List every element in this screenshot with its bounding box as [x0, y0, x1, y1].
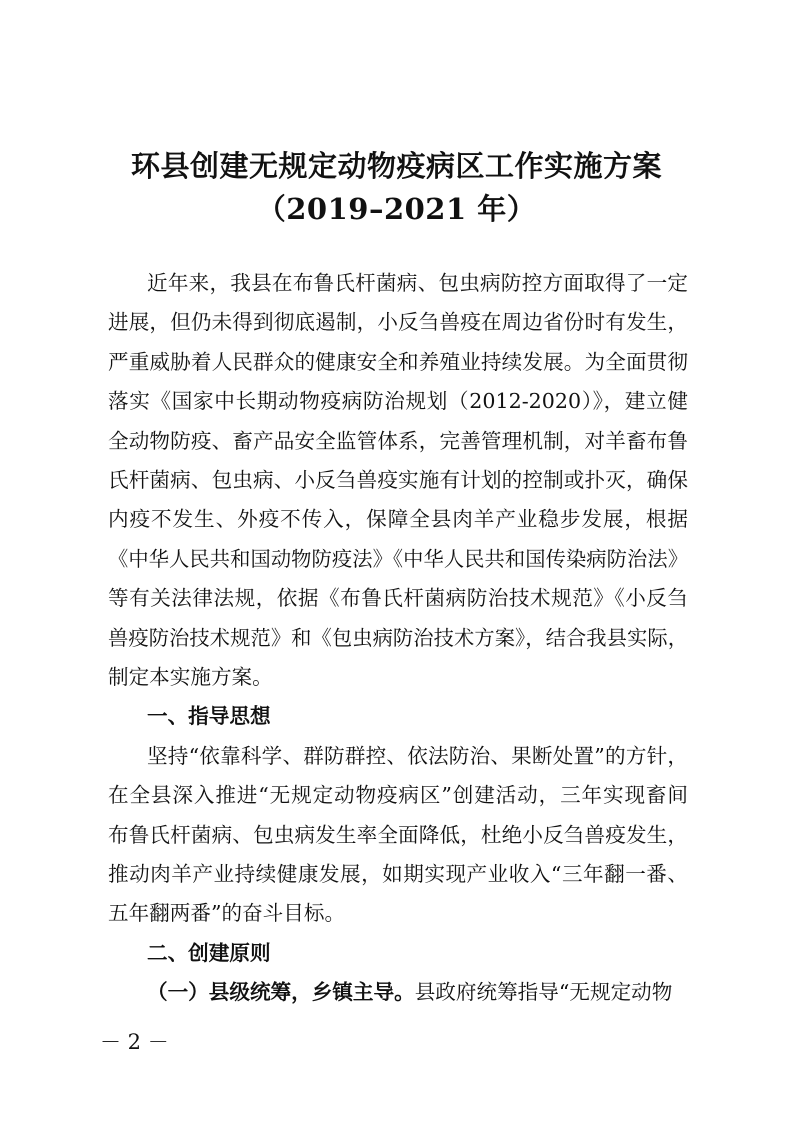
- paragraph-line: 制定本实施方案。: [108, 665, 273, 689]
- principle-line: [147, 978, 688, 1006]
- principle-1-heading: （一）县级统筹，乡镇主导。: [147, 980, 415, 1005]
- paragraph-line: 推动肉羊产业持续健康发展，如期实现产业收入“三年翻一番、: [108, 862, 688, 886]
- paragraph-line: 兽疫防治技术规范》和《包虫病防治技术方案》，结合我县实际，: [108, 625, 688, 650]
- paragraph-line: 在全县深入推进“无规定动物疫病区”创建活动，三年实现畜间: [108, 783, 688, 808]
- paragraph-line: 近年来，我县在布鲁氏杆菌病、包虫病防控方面取得了一定: [147, 271, 688, 295]
- paragraph-line: 落实《国家中长期动物疫病防治规划（2012-2020）》，建立健: [108, 389, 688, 414]
- section-heading-guiding-ideology: 一、指导思想: [147, 704, 271, 729]
- document-title: 环县创建无规定动物疫病区工作实施方案: [130, 149, 662, 183]
- paragraph-line: 《中华人民共和国动物防疫法》《中华人民共和国传染病防治法》: [108, 546, 688, 571]
- paragraph-line: 严重威胁着人民群众的健康安全和养殖业持续发展。为全面贯彻: [108, 349, 688, 374]
- page-number: － 2 －: [100, 1030, 169, 1055]
- paragraph-line: 进展，但仍未得到彻底遏制，小反刍兽疫在周边省份时有发生，: [108, 310, 688, 335]
- principle-1-text: 县政府统筹指导“无规定动物: [414, 980, 673, 1005]
- paragraph-line: 等有关法律法规，依据《布鲁氏杆菌病防治技术规范》《小反刍: [108, 586, 688, 611]
- paragraph-line: 内疫不发生、外疫不传入，保障全县肉羊产业稳步发展，根据: [108, 507, 688, 532]
- paragraph-line: 坚持“依靠科学、群防群控、依法防治、果断处置”的方针，: [147, 743, 688, 768]
- paragraph-line: 全动物防疫、畜产品安全监管体系，完善管理机制，对羊畜布鲁: [108, 428, 688, 453]
- paragraph-line: 五年翻两番”的奋斗目标。: [108, 901, 346, 926]
- paragraph-line: 氏杆菌病、包虫病、小反刍兽疫实施有计划的控制或扑灭，确保: [108, 468, 688, 492]
- paragraph-line: 布鲁氏杆菌病、包虫病发生率全面降低，杜绝小反刍兽疫发生，: [108, 822, 688, 847]
- document-subtitle-years: （2019–2021 年）: [256, 192, 537, 226]
- section-heading-principles: 二、创建原则: [147, 940, 271, 965]
